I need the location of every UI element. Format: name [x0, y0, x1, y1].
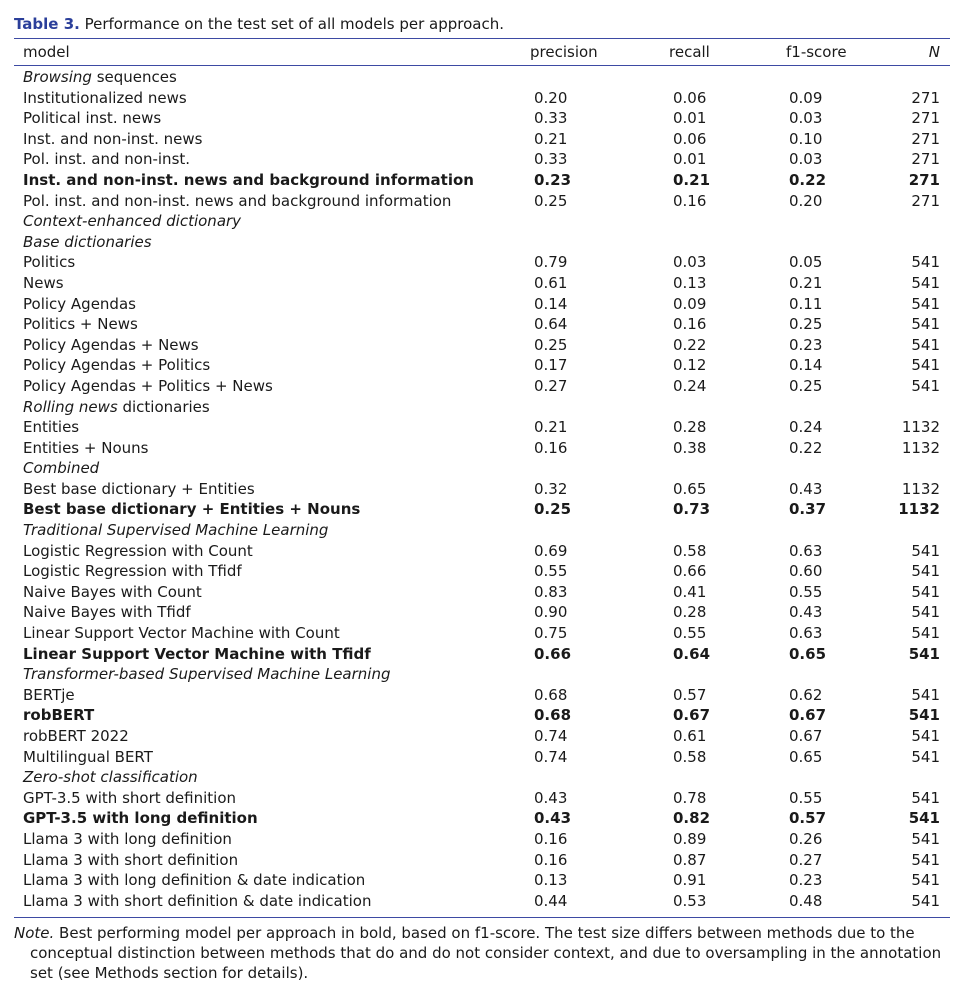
cell-recall: 0.24: [673, 376, 707, 395]
cell-f1-score: 0.25: [789, 376, 823, 395]
cell-precision: 0.20: [534, 88, 568, 107]
table-row: [14, 561, 950, 582]
section-header-italic: Traditional Supervised Machine Learning: [23, 521, 329, 540]
cell-precision: 0.68: [534, 685, 568, 704]
cell-recall: 0.87: [673, 850, 707, 869]
cell-f1-score: 0.55: [789, 582, 823, 601]
cell-f1-score: 0.10: [789, 129, 823, 148]
cell-recall: 0.03: [673, 253, 707, 272]
cell-precision: 0.16: [534, 829, 568, 848]
table-row: [14, 829, 950, 850]
table-top-rule: [14, 38, 950, 39]
table-row: [14, 705, 950, 726]
cell-n: 541: [911, 335, 940, 354]
cell-f1-score: 0.63: [789, 541, 823, 560]
cell-f1-score: 0.03: [789, 150, 823, 169]
cell-n: 541: [908, 706, 940, 725]
cell-recall: 0.38: [673, 438, 707, 457]
section-header-rest: sequences: [91, 68, 177, 86]
cell-model: Politics: [23, 253, 76, 272]
cell-n: 1132: [898, 500, 940, 519]
table-caption: [14, 14, 504, 34]
cell-recall: 0.16: [673, 191, 707, 210]
cell-model: Llama 3 with short definition: [23, 850, 239, 869]
cell-model: Llama 3 with short definition & date indication: [23, 891, 372, 910]
cell-model: Linear Support Vector Machine with Tfidf: [23, 644, 371, 663]
table-row: [14, 108, 950, 129]
section-header: [14, 397, 950, 418]
cell-n: 541: [911, 788, 940, 807]
cell-n: 541: [911, 603, 940, 622]
cell-n: 541: [911, 582, 940, 601]
cell-n: 541: [911, 891, 940, 910]
table-row: [14, 376, 950, 397]
cell-n: 1132: [901, 479, 940, 498]
table-bottom-rule: [14, 917, 950, 918]
cell-precision: 0.17: [534, 356, 568, 375]
section-header-italic: Browsing: [23, 68, 92, 86]
cell-n: 541: [911, 747, 940, 766]
cell-n: 271: [911, 191, 940, 210]
cell-recall: 0.58: [673, 541, 707, 560]
cell-f1-score: 0.63: [789, 624, 823, 643]
cell-precision: 0.66: [534, 644, 572, 663]
table-row: [14, 870, 950, 891]
cell-precision: 0.75: [534, 624, 568, 643]
table-row: [14, 438, 950, 459]
cell-precision: 0.16: [534, 438, 568, 457]
cell-model: Linear Support Vector Machine with Count: [23, 624, 340, 643]
cell-f1-score: 0.20: [789, 191, 823, 210]
cell-f1-score: 0.21: [789, 273, 823, 292]
cell-model: Llama 3 with long definition: [23, 829, 232, 848]
cell-f1-score: 0.22: [789, 438, 823, 457]
section-header: [14, 520, 950, 541]
cell-model: Inst. and non-inst. news: [23, 129, 203, 148]
cell-precision: 0.69: [534, 541, 568, 560]
cell-model: Entities + Nouns: [23, 438, 149, 457]
table-row: [14, 623, 950, 644]
cell-recall: 0.66: [673, 562, 707, 581]
table-row: [14, 417, 950, 438]
cell-precision: 0.79: [534, 253, 568, 272]
cell-f1-score: 0.48: [789, 891, 823, 910]
section-header-italic: Zero-shot classification: [23, 768, 198, 787]
cell-f1-score: 0.65: [789, 747, 823, 766]
cell-model: Entities: [23, 418, 80, 437]
cell-f1-score: 0.22: [789, 170, 827, 189]
cell-model: Institutionalized news: [23, 88, 187, 107]
table-caption-label: Table 3.: [14, 15, 80, 33]
cell-n: 541: [911, 356, 940, 375]
cell-recall: 0.09: [673, 294, 707, 313]
cell-f1-score: 0.09: [789, 88, 823, 107]
cell-precision: 0.25: [534, 335, 568, 354]
cell-model: Llama 3 with long definition & date indication: [23, 871, 366, 890]
cell-recall: 0.06: [673, 88, 707, 107]
cell-precision: 0.83: [534, 582, 568, 601]
section-header-row: [14, 767, 950, 788]
cell-recall: 0.41: [673, 582, 707, 601]
cell-recall: 0.53: [673, 891, 707, 910]
section-header-row: [14, 458, 950, 479]
cell-n: 541: [911, 562, 940, 581]
cell-model: News: [23, 273, 64, 292]
cell-f1-score: 0.60: [789, 562, 823, 581]
section-header-row: [14, 397, 950, 418]
cell-model: Naive Bayes with Tfidf: [23, 603, 191, 622]
cell-model: Pol. inst. and non-inst. news and background information: [23, 191, 452, 210]
cell-model: Policy Agendas: [23, 294, 136, 313]
cell-model: GPT-3.5 with long definition: [23, 809, 258, 828]
table-row: [14, 788, 950, 809]
section-header-row: [14, 65, 950, 88]
cell-n: 541: [908, 644, 940, 663]
table-row: [14, 170, 950, 191]
cell-model: Best base dictionary + Entities: [23, 479, 255, 498]
cell-recall: 0.73: [673, 500, 711, 519]
table-body: [14, 65, 950, 911]
table-row: [14, 479, 950, 500]
cell-f1-score: 0.67: [789, 727, 823, 745]
table-row: [14, 808, 950, 829]
table-row: [14, 685, 950, 706]
cell-recall: 0.65: [673, 479, 707, 498]
cell-n: 541: [911, 294, 940, 313]
cell-n: 541: [911, 727, 940, 745]
table-caption-text: Performance on the test set of all models per approach.: [79, 15, 504, 33]
cell-f1-score: 0.43: [789, 603, 823, 622]
results-table: [14, 40, 950, 911]
cell-f1-score: 0.67: [789, 706, 827, 725]
cell-model: Pol. inst. and non-inst.: [23, 150, 191, 169]
cell-recall: 0.01: [673, 150, 707, 169]
table-row: [14, 314, 950, 335]
cell-recall: 0.28: [673, 418, 707, 437]
section-header-italic: Base dictionaries: [23, 232, 152, 251]
section-header-row: [14, 211, 950, 232]
cell-n: 541: [908, 809, 940, 828]
cell-n: 541: [911, 541, 940, 560]
cell-recall: 0.91: [673, 871, 707, 890]
cell-n: 541: [911, 253, 940, 272]
cell-precision: 0.43: [534, 788, 568, 807]
cell-f1-score: 0.65: [789, 644, 827, 663]
cell-recall: 0.64: [673, 644, 711, 663]
cell-f1-score: 0.03: [789, 109, 823, 128]
cell-precision: 0.21: [534, 418, 568, 437]
table-row: [14, 355, 950, 376]
section-header: [14, 767, 950, 788]
cell-precision: 0.27: [534, 376, 568, 395]
cell-recall: 0.28: [673, 603, 707, 622]
cell-precision: 0.68: [534, 706, 572, 725]
cell-recall: 0.58: [673, 747, 707, 766]
cell-recall: 0.61: [673, 727, 707, 745]
cell-model: BERTje: [23, 685, 75, 704]
cell-precision: 0.33: [534, 109, 568, 128]
cell-recall: 0.21: [673, 170, 711, 189]
cell-recall: 0.82: [673, 809, 711, 828]
table-header-row: [14, 40, 950, 65]
cell-precision: 0.64: [534, 315, 568, 334]
cell-precision: 0.74: [534, 747, 568, 766]
cell-model: Policy Agendas + Politics + News: [23, 376, 273, 395]
table-row: [14, 541, 950, 562]
table-row: [14, 891, 950, 912]
table-row: [14, 747, 950, 768]
cell-f1-score: 0.37: [789, 500, 827, 519]
table-row: [14, 602, 950, 623]
cell-recall: 0.13: [673, 273, 707, 292]
cell-model: GPT-3.5 with short definition: [23, 788, 237, 807]
section-header-rest: dictionaries: [117, 397, 210, 416]
cell-precision: 0.25: [534, 191, 568, 210]
cell-f1-score: 0.11: [789, 294, 823, 313]
section-header: [14, 458, 950, 479]
cell-model: Politics + News: [23, 315, 138, 334]
cell-model: Naive Bayes with Count: [23, 582, 202, 601]
table-row: [14, 88, 950, 109]
section-header-italic: Context-enhanced dictionary: [23, 212, 242, 231]
cell-f1-score: 0.23: [789, 871, 823, 890]
cell-model: Logistic Regression with Tfidf: [23, 562, 242, 581]
cell-precision: 0.43: [534, 809, 572, 828]
cell-precision: 0.14: [534, 294, 568, 313]
section-header-row: [14, 232, 950, 253]
cell-precision: 0.44: [534, 891, 568, 910]
column-header-f1-score: f1-score: [786, 43, 847, 61]
cell-model: Policy Agendas + Politics: [23, 356, 211, 375]
column-header-model: model: [23, 43, 70, 61]
cell-recall: 0.55: [673, 624, 707, 643]
table-row: [14, 644, 950, 665]
cell-model: Best base dictionary + Entities + Nouns: [23, 500, 361, 519]
table-note: [14, 923, 954, 983]
cell-model: Political inst. news: [23, 109, 162, 128]
table-row: [14, 129, 950, 150]
cell-n: 1132: [901, 418, 940, 437]
cell-precision: 0.21: [534, 129, 568, 148]
section-header-italic: Transformer-based Supervised Machine Learning: [23, 665, 391, 684]
cell-f1-score: 0.62: [789, 685, 823, 704]
cell-recall: 0.57: [673, 685, 707, 704]
cell-f1-score: 0.24: [789, 418, 823, 437]
cell-f1-score: 0.55: [789, 788, 823, 807]
cell-model: Logistic Regression with Count: [23, 541, 253, 560]
table-row: [14, 582, 950, 603]
cell-precision: 0.25: [534, 500, 572, 519]
cell-recall: 0.01: [673, 109, 707, 128]
cell-n: 541: [911, 685, 940, 704]
table-row: [14, 499, 950, 520]
table-row: [14, 191, 950, 212]
table-row: [14, 149, 950, 170]
cell-precision: 0.90: [534, 603, 568, 622]
section-header-italic: Combined: [23, 459, 100, 478]
section-header-italic: Rolling news: [23, 397, 118, 416]
cell-precision: 0.13: [534, 871, 568, 890]
cell-f1-score: 0.25: [789, 315, 823, 334]
cell-recall: 0.06: [673, 129, 707, 148]
table-row: [14, 335, 950, 356]
cell-n: 541: [911, 829, 940, 848]
cell-recall: 0.12: [673, 356, 707, 375]
section-header-row: [14, 664, 950, 685]
table-note-text: Best performing model per approach in bold, based on f1-score. The test size differs between methods due to the conceptual distinction between methods that do and do not consider context, and due to oversampling in the annotation set (see Methods section for details).: [30, 924, 942, 982]
cell-f1-score: 0.26: [789, 829, 823, 848]
section-header: [14, 211, 950, 232]
cell-n: 271: [911, 150, 940, 169]
cell-recall: 0.22: [673, 335, 707, 354]
cell-model: robBERT: [23, 706, 95, 725]
cell-n: 1132: [901, 438, 940, 457]
cell-f1-score: 0.14: [789, 356, 823, 375]
section-header: [14, 65, 950, 88]
cell-precision: 0.74: [534, 727, 568, 745]
section-header-row: [14, 520, 950, 541]
cell-n: 541: [911, 871, 940, 890]
cell-recall: 0.67: [673, 706, 711, 725]
cell-n: 541: [911, 376, 940, 395]
cell-model: Inst. and non-inst. news and background information: [23, 170, 474, 189]
section-header: [14, 664, 950, 685]
cell-f1-score: 0.05: [789, 253, 823, 272]
column-header-n: N: [928, 43, 940, 61]
cell-n: 271: [911, 129, 940, 148]
cell-f1-score: 0.27: [789, 850, 823, 869]
cell-f1-score: 0.23: [789, 335, 823, 354]
cell-recall: 0.78: [673, 788, 707, 807]
cell-n: 541: [911, 624, 940, 643]
cell-model: robBERT 2022: [23, 727, 129, 745]
section-header: [14, 232, 950, 253]
cell-f1-score: 0.43: [789, 479, 823, 498]
cell-n: 271: [911, 88, 940, 107]
cell-recall: 0.89: [673, 829, 707, 848]
column-header-recall: recall: [669, 43, 710, 61]
cell-n: 271: [911, 109, 940, 128]
table-row: [14, 273, 950, 294]
table-row: [14, 252, 950, 273]
cell-model: Multilingual BERT: [23, 747, 153, 766]
table-row: [14, 850, 950, 871]
column-header-precision: precision: [530, 43, 598, 61]
cell-recall: 0.16: [673, 315, 707, 334]
cell-n: 541: [911, 273, 940, 292]
cell-precision: 0.55: [534, 562, 568, 581]
cell-n: 541: [911, 315, 940, 334]
cell-precision: 0.61: [534, 273, 568, 292]
cell-model: Policy Agendas + News: [23, 335, 199, 354]
cell-precision: 0.33: [534, 150, 568, 169]
table-row: [14, 726, 950, 747]
table-row: [14, 294, 950, 315]
cell-n: 271: [908, 170, 940, 189]
cell-n: 541: [911, 850, 940, 869]
cell-precision: 0.16: [534, 850, 568, 869]
cell-f1-score: 0.57: [789, 809, 827, 828]
cell-precision: 0.32: [534, 479, 568, 498]
table-note-label: Note.: [14, 924, 55, 942]
cell-precision: 0.23: [534, 170, 572, 189]
